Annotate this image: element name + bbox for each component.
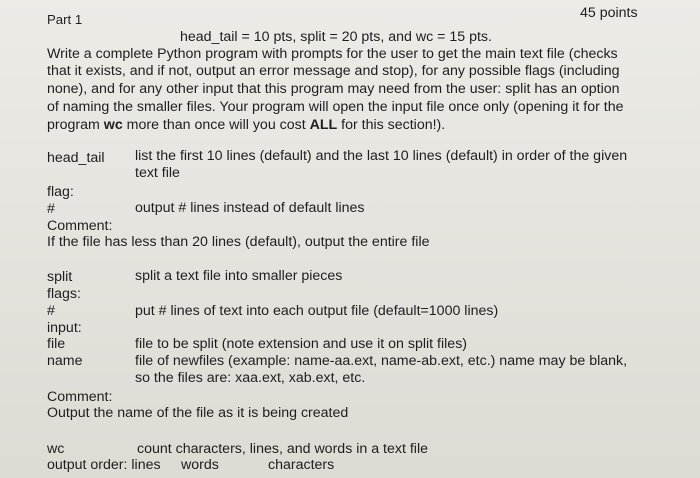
- head-tail-flag-desc: output # lines instead of default lines: [135, 200, 365, 216]
- wc-term: wc: [47, 441, 65, 457]
- head-tail-desc-1: list the first 10 lines (default) and the last 10 lines (default) in order of the given: [135, 148, 628, 164]
- split-name-desc-2: so the files are: xaa.ext, xab.ext, etc.: [135, 370, 366, 386]
- split-desc: split a text file into smaller pieces: [135, 268, 343, 284]
- intro-line-4: of naming the smaller files. Your program will open the input file once only (opening it for the: [47, 99, 624, 115]
- head-tail-flag-label: flag:: [47, 184, 74, 200]
- intro-line-2: that it exists, and if not, output an error message and stop), for any possible flags (including: [47, 63, 620, 79]
- split-file-label: file: [47, 336, 66, 352]
- head-tail-term: head_tail: [47, 150, 105, 166]
- split-file-desc: file to be split (note extension and use it on split files): [135, 336, 468, 352]
- intro-line-3: none), and for any other input that this program may need from the user: split has an option: [47, 81, 620, 97]
- head-tail-desc-2: text file: [135, 165, 180, 181]
- intro-line-1: Write a complete Python program with prompts for the user to get the main text file (checks: [47, 46, 618, 62]
- wc-emphasis: wc: [103, 117, 123, 133]
- wc-order-words: words: [181, 457, 219, 473]
- head-tail-comment-label: Comment:: [47, 218, 113, 234]
- all-emphasis: ALL: [309, 117, 338, 133]
- points-label: 45 points: [580, 5, 638, 21]
- points-breakdown: head_tail = 10 pts, split = 20 pts, and wc = 15 pts.: [180, 29, 492, 45]
- wc-order-chars: characters: [268, 457, 335, 473]
- split-flags-label: flags:: [47, 286, 81, 302]
- split-comment-text: Output the name of the file as it is being created: [47, 405, 349, 421]
- split-comment-label: Comment:: [47, 389, 113, 405]
- split-input-label: input:: [47, 320, 82, 336]
- wc-order-label: output order: lines: [47, 457, 161, 473]
- wc-desc: count characters, lines, and words in a text file: [137, 441, 428, 457]
- split-flag-desc: put # lines of text into each output file (default=1000 lines): [135, 303, 499, 319]
- head-tail-flag-hash: #: [47, 201, 55, 217]
- head-tail-comment-text: If the file has less than 20 lines (default), output the entire file: [47, 234, 430, 250]
- intro-line-5: program wc more than once will you cost ALL for this section!).: [47, 117, 446, 133]
- split-flag-hash: #: [47, 303, 55, 319]
- split-term: split: [47, 269, 73, 285]
- split-name-desc-1: file of newfiles (example: name-aa.ext, name-ab.ext, etc.) name may be blank,: [135, 353, 628, 369]
- split-name-label: name: [47, 353, 83, 369]
- part-label: Part 1: [47, 12, 83, 27]
